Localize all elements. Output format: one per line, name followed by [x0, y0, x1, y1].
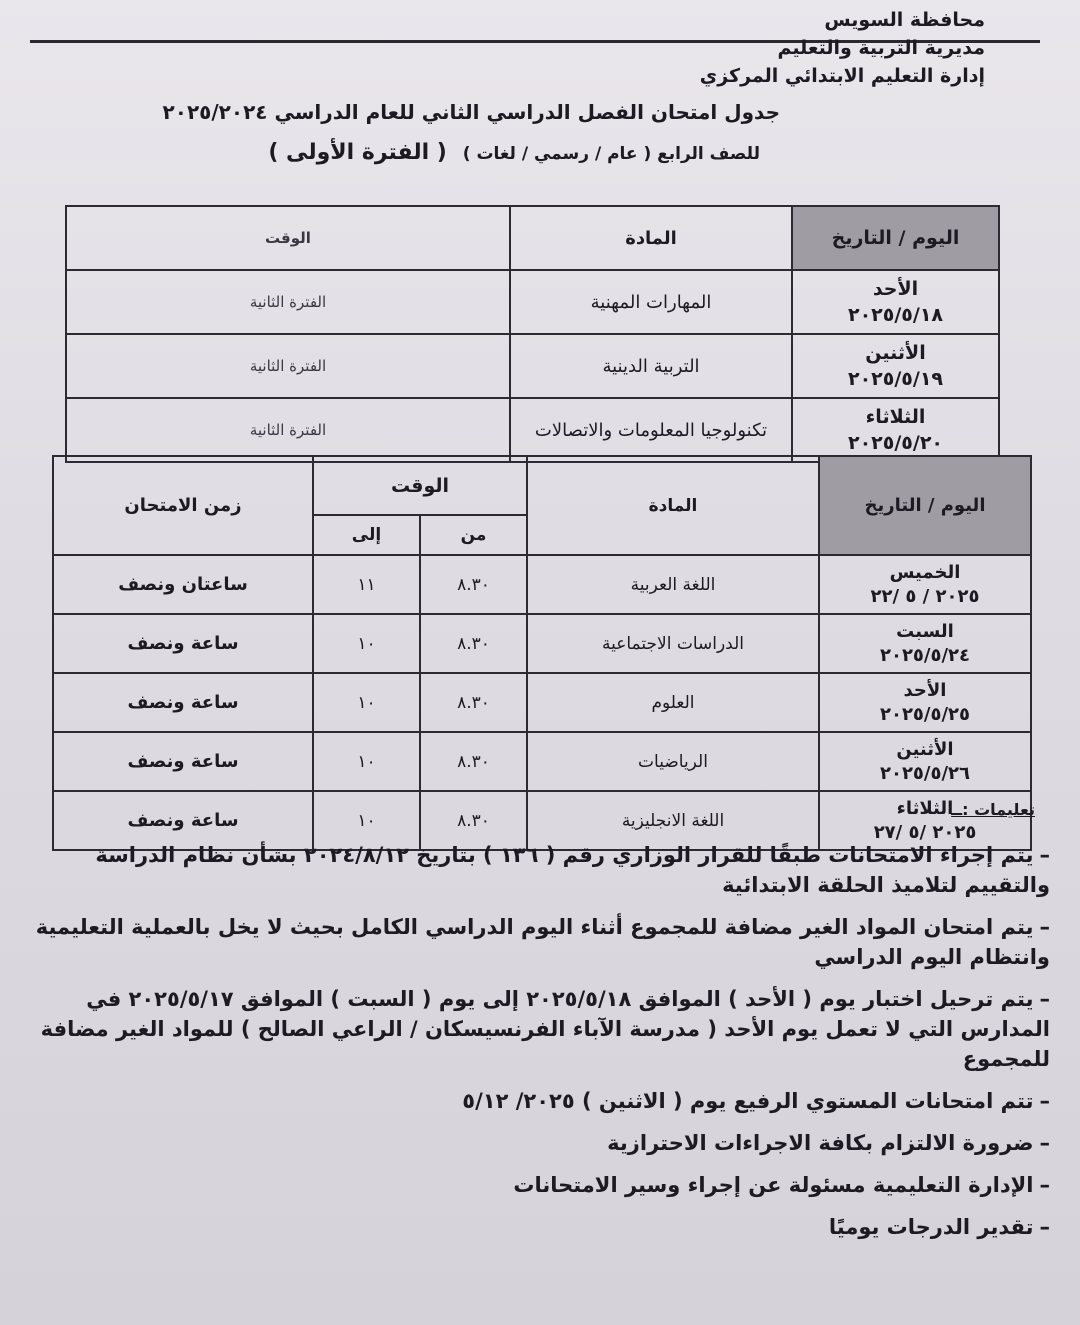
table-header-row: [66, 206, 999, 270]
header-day-date: اليوم / التاريخ: [792, 206, 999, 270]
instruction-item: –الإدارة التعليمية مسئولة عن إجراء وسير الامتحانات: [513, 1173, 1050, 1197]
subject-cell: اللغة الانجليزية: [527, 791, 819, 850]
table-row: [53, 732, 1031, 791]
subject-cell: الرياضيات: [527, 732, 819, 791]
from-cell: ٨.٣٠: [420, 732, 527, 791]
table-row: [53, 555, 1031, 614]
header-to: إلى: [313, 515, 420, 555]
day-name: الأحد: [903, 679, 947, 701]
header-from: من: [420, 515, 527, 555]
to-cell: ١٠: [313, 791, 420, 850]
date: ٢٠٢٥/٥/٢٥: [879, 703, 971, 725]
duration-cell: ساعة ونصف: [53, 614, 313, 673]
instruction-item: –يتم امتحان المواد الغير مضافة للمجموع أثناء اليوم الدراسي الكامل بحيث لا يخل بالعملية التعليمية وانتظام اليوم الدراسي: [35, 915, 1050, 969]
day-date-cell: [792, 270, 999, 334]
header-time: الوقت: [313, 456, 527, 515]
from-cell: ٨.٣٠: [420, 791, 527, 850]
instruction-item: –تقدير الدرجات يوميًا: [828, 1215, 1050, 1239]
day-name: الثلاثاء: [896, 797, 954, 819]
subject-cell: المهارات المهنية: [510, 270, 792, 334]
to-cell: ١١: [313, 555, 420, 614]
schedule-table-second: [52, 455, 1032, 851]
time-cell: الفترة الثانية: [66, 334, 510, 398]
to-cell: ١٠: [313, 614, 420, 673]
time-cell: الفترة الثانية: [66, 270, 510, 334]
instructions-list: [20, 840, 1050, 1254]
day-name: الخميس: [889, 561, 961, 583]
duration-cell: ساعتان ونصف: [53, 555, 313, 614]
date: ٢٠٢٥ /٥ /٢٧: [873, 821, 977, 843]
directorate-line: مديرية التربية والتعليم: [777, 37, 985, 59]
table-row: [66, 334, 999, 398]
grade-label: للصف الرابع ( عام / رسمي / لغات ): [462, 144, 760, 164]
day-date-cell: [819, 732, 1031, 791]
day-name: الأثنين: [865, 342, 926, 364]
day-name: الأحد: [872, 278, 919, 300]
subject-cell: الدراسات الاجتماعية: [527, 614, 819, 673]
header-subject: المادة: [527, 456, 819, 555]
day-name: الثلاثاء: [865, 406, 926, 428]
date: ٢٠٢٥/٥/٢٠: [847, 432, 944, 454]
subject-cell: اللغة العربية: [527, 555, 819, 614]
from-cell: ٨.٣٠: [420, 555, 527, 614]
duration-cell: ساعة ونصف: [53, 673, 313, 732]
day-date-cell: [792, 398, 999, 462]
table-header-row: [53, 456, 1031, 515]
document-title: جدول امتحان الفصل الدراسي الثاني للعام الدراسي ٢٠٢٥/٢٠٢٤: [162, 100, 780, 124]
date: ٢٠٢٥/٥/١٩: [847, 368, 944, 390]
instructions-heading: تعليمات :ــ: [951, 800, 1035, 819]
period-label: ( الفترة الأولى ): [268, 140, 447, 165]
document-header: [700, 6, 985, 90]
header-duration: زمن الامتحان: [53, 456, 313, 555]
subject-cell: العلوم: [527, 673, 819, 732]
subject-cell: التربية الدينية: [510, 334, 792, 398]
duration-cell: ساعة ونصف: [53, 732, 313, 791]
subject-cell: تكنولوجيا المعلومات والاتصالات: [510, 398, 792, 462]
table-row: [53, 614, 1031, 673]
header-day-date: اليوم / التاريخ: [819, 456, 1031, 555]
from-cell: ٨.٣٠: [420, 673, 527, 732]
from-cell: ٨.٣٠: [420, 614, 527, 673]
date: ٢٠٢٥/٥/١٨: [847, 304, 944, 326]
header-time: الوقت: [66, 206, 510, 270]
date: ٢٠٢٥/٥/٢٦: [879, 762, 971, 784]
day-date-cell: [819, 614, 1031, 673]
to-cell: ١٠: [313, 732, 420, 791]
instruction-item: –يتم إجراء الامتحانات طبقًا للقرار الوزاري رقم ( ١٣٦ ) بتاريخ ٢٠٢٤/٨/١٢ بشأن نظام الدراسة والتقييم لتلاميذ الحلقة الابتدائية: [95, 843, 1050, 897]
day-date-cell: [819, 673, 1031, 732]
administration-line: إدارة التعليم الابتدائي المركزي: [699, 65, 985, 87]
instruction-item: –ضرورة الالتزام بكافة الاجراءات الاحترازية: [607, 1131, 1050, 1155]
date: ٢٠٢٥/٥/٢٤: [879, 644, 971, 666]
time-cell: الفترة الثانية: [66, 398, 510, 462]
table-row: [66, 270, 999, 334]
day-date-cell: [792, 334, 999, 398]
date: ٢٠٢٥ / ٥ /٢٢: [870, 585, 980, 607]
table-row: [66, 398, 999, 462]
instruction-item: –تتم امتحانات المستوي الرفيع يوم ( الاثنين ) ٢٠٢٥/ ٥/١٢: [462, 1089, 1050, 1113]
to-cell: ١٠: [313, 673, 420, 732]
document-subtitle: [268, 140, 760, 165]
day-name: الأثنين: [896, 738, 954, 760]
day-name: السبت: [896, 620, 954, 642]
instruction-item: –يتم ترحيل اختبار يوم ( الأحد ) الموافق ٢٠٢٥/٥/١٨ إلى يوم ( السبت ) الموافق ٢٠٢٥/٥/١٧ في المدارس التي لا تعمل يوم الأحد ( مدرسة الآباء الفرنسيسكان / الراعي الصالح ) للمواد الغير مضافة للمجموع: [40, 987, 1050, 1071]
table-row: [53, 673, 1031, 732]
schedule-table-first: [65, 205, 1000, 463]
header-subject: المادة: [510, 206, 792, 270]
duration-cell: ساعة ونصف: [53, 791, 313, 850]
governorate-line: محافظة السويس: [824, 9, 985, 31]
day-date-cell: [819, 555, 1031, 614]
